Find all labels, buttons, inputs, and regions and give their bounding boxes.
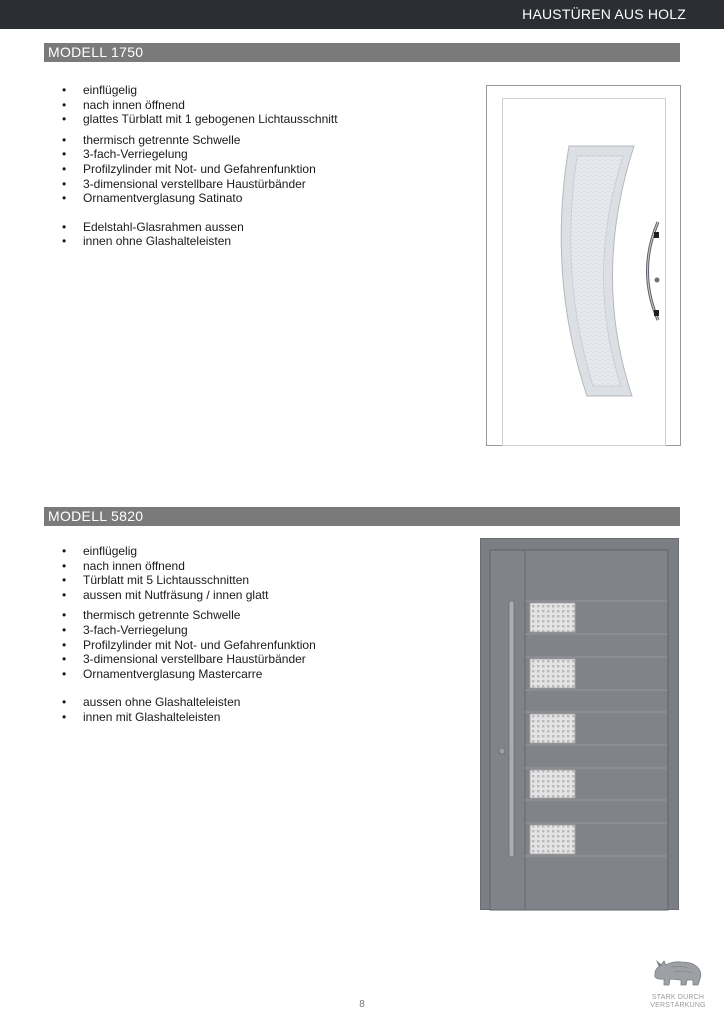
feature-item: • einflügelig — [60, 544, 316, 559]
model-5820-feature-list — [60, 544, 316, 725]
feature-item: • thermisch getrennte Schwelle — [60, 133, 338, 148]
model-5820-title-bar — [44, 507, 680, 526]
feature-item: • 3-fach-Verriegelung — [60, 623, 316, 638]
feature-item: • Profilzylinder mit Not- und Gefahrenfunktion — [60, 162, 338, 177]
model-1750-title-bar — [44, 43, 680, 62]
feature-item: • glattes Türblatt mit 1 gebogenen Lichtausschnitt — [60, 112, 338, 127]
model-title: MODELL 5820 — [48, 508, 144, 524]
feature-item: • 3-fach-Verriegelung — [60, 147, 338, 162]
model-1750-feature-list — [60, 83, 338, 249]
lock-cylinder-icon — [499, 748, 505, 754]
feature-item: • innen mit Glashalteleisten — [60, 710, 316, 725]
feature-item: • nach innen öffnend — [60, 559, 316, 574]
lock-cylinder-icon — [655, 278, 660, 283]
door-1750-drawing — [487, 86, 682, 447]
feature-item: • Edelstahl-Glasrahmen aussen — [60, 220, 338, 235]
feature-item: • 3-dimensional verstellbare Haustürbänder — [60, 652, 316, 667]
page-number: 8 — [359, 999, 365, 1010]
logo-tagline-line1: STARK DURCH — [651, 994, 705, 1001]
feature-item: • Ornamentverglasung Mastercarre — [60, 667, 316, 682]
door-5820-drawing — [481, 539, 680, 911]
model-title: MODELL 1750 — [48, 44, 144, 60]
pull-bar-handle-icon — [509, 601, 514, 857]
feature-item: • einflügelig — [60, 83, 338, 98]
feature-item: • Ornamentverglasung Satinato — [60, 191, 338, 206]
feature-item: • aussen mit Nutfräsung / innen glatt — [60, 588, 316, 603]
feature-item: • Türblatt mit 5 Lichtausschnitten — [60, 573, 316, 588]
feature-item: • aussen ohne Glashalteleisten — [60, 695, 316, 710]
rhino-logo-icon — [652, 955, 704, 987]
logo-tagline-line2: VERSTÄRKUNG — [650, 1002, 706, 1009]
feature-item: • thermisch getrennte Schwelle — [60, 608, 316, 623]
door-white-curved-glass-icon — [486, 85, 681, 446]
feature-item: • Profilzylinder mit Not- und Gefahrenfunktion — [60, 638, 316, 653]
brand-logo — [646, 955, 710, 1015]
feature-item: • 3-dimensional verstellbare Haustürbänder — [60, 177, 338, 192]
door-grey-five-windows-icon — [480, 538, 679, 910]
top-header-bar — [0, 0, 724, 29]
feature-item: • innen ohne Glashalteleisten — [60, 234, 338, 249]
page-header-title: HAUSTÜREN AUS HOLZ — [522, 6, 686, 22]
feature-item: • nach innen öffnend — [60, 98, 338, 113]
